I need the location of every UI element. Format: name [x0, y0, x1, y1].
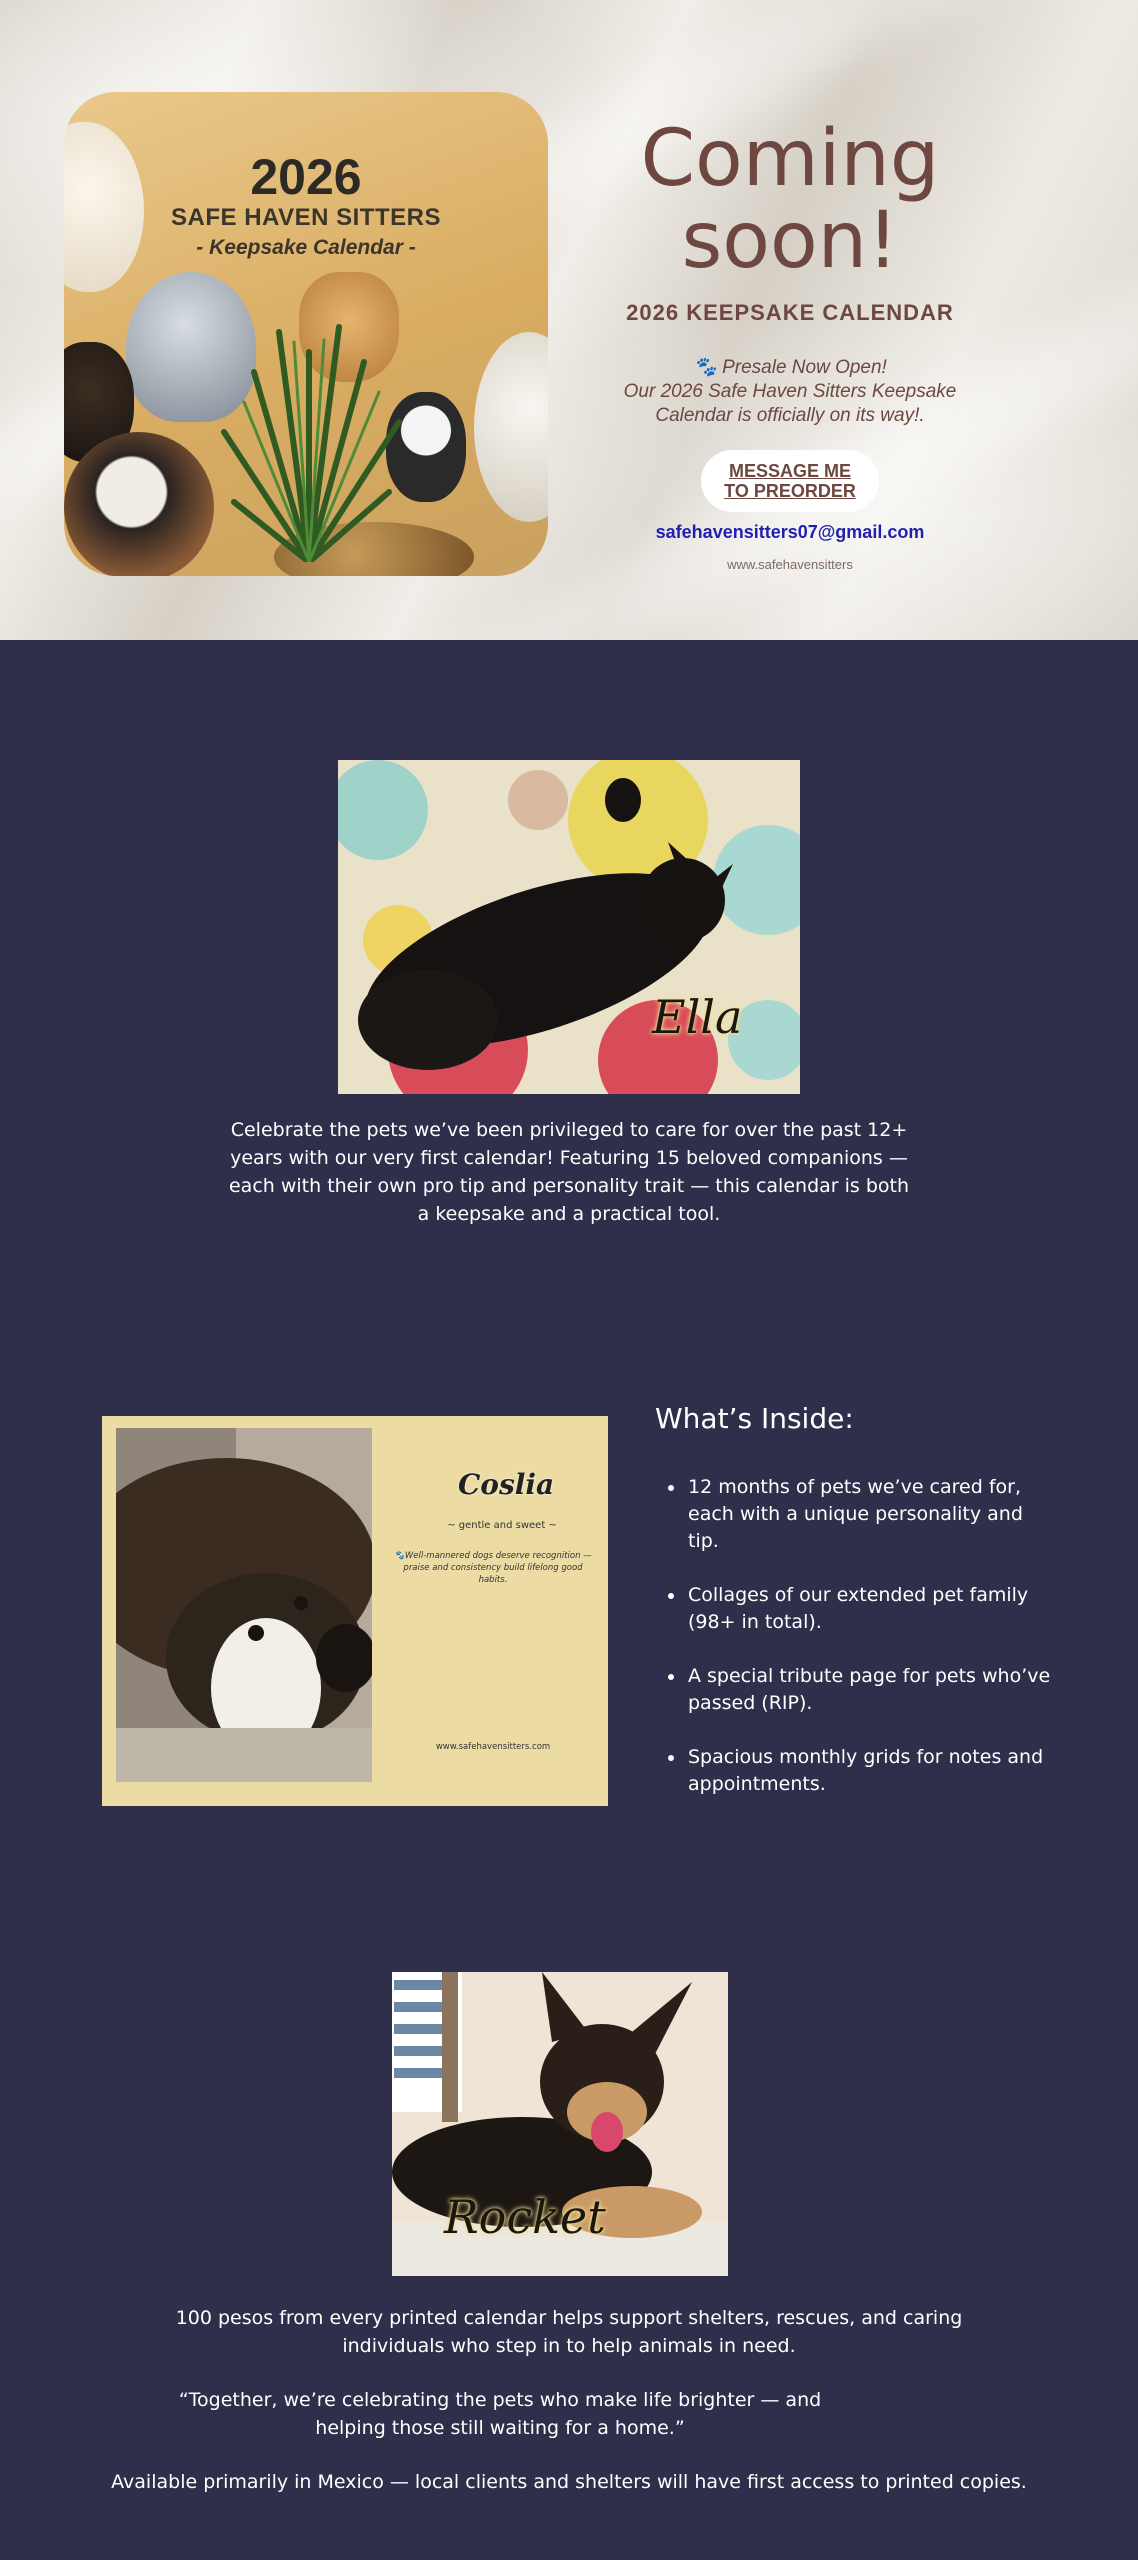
product-kicker: 2026 KEEPSAKE CALENDAR [626, 300, 954, 325]
rocket-name-label: Rocket [444, 2190, 606, 2244]
preorder-button-label: MESSAGE ME [728, 461, 852, 481]
preorder-button-label: TO PREORDER [724, 481, 856, 501]
hero-content [580, 114, 1000, 572]
intro-line: a keepsake and a practical tool. [417, 1203, 721, 1225]
quote-paragraph [130, 2386, 870, 2442]
support-line: individuals who step in to help animals in need. [342, 2335, 796, 2357]
calendar-org: SAFE HAVEN SITTERS [171, 204, 441, 231]
website-text: www.safehavensitters [727, 557, 853, 572]
intro-line: Celebrate the pets we’ve been privileged to care for over the past 12+ [230, 1119, 908, 1141]
presale-text [580, 356, 1000, 428]
list-item: A special tribute page for pets who’ve passed (RIP). [668, 1663, 1058, 1717]
preorder-button[interactable] [701, 450, 879, 512]
calendar-cover-image [64, 92, 548, 576]
headline-line: Coming [640, 114, 940, 204]
support-line: 100 pesos from every printed calendar helps support shelters, rescues, and caring [175, 2307, 963, 2329]
quote-line: helping those still waiting for a home.” [315, 2417, 685, 2439]
list-item: 12 months of pets we’ve cared for, each with a unique personality and tip. [668, 1474, 1058, 1555]
calendar-subtitle: - Keepsake Calendar - [196, 236, 416, 259]
ella-name-label: Ella [652, 990, 743, 1044]
list-item: Spacious monthly grids for notes and appointments. [668, 1744, 1058, 1798]
ella-photo [338, 760, 800, 1094]
intro-paragraph [169, 1116, 969, 1228]
sample-dog-art [116, 1428, 372, 1782]
email-link[interactable]: safehavensitters07@gmail.com [655, 522, 925, 542]
presale-line: 🐾 Presale Now Open! [693, 357, 887, 378]
calendar-year: 2026 [250, 149, 362, 205]
rocket-photo [392, 1972, 728, 2276]
intro-line: years with our very first calendar! Featuring 15 beloved companions — [230, 1147, 908, 1169]
list-item: Collages of our extended pet family (98+ in total). [668, 1582, 1058, 1636]
sample-tip: 🐾Well-mannered dogs deserve recognition — praise and consistency build lifelong good habits. [394, 1551, 592, 1585]
hero-section [0, 0, 1138, 640]
dog-image [474, 332, 548, 522]
headline [580, 114, 1000, 286]
plant-image [214, 312, 404, 562]
quote-line: “Together, we’re celebrating the pets who make life brighter — and [178, 2389, 822, 2411]
sample-trait: ~ gentle and sweet ~ [447, 1520, 557, 1531]
support-paragraph [90, 2304, 1048, 2360]
presale-line: Our 2026 Safe Haven Sitters Keepsake [623, 381, 957, 402]
whats-inside-heading: What’s Inside: [655, 1402, 854, 1435]
sample-calendar-page [102, 1416, 608, 1806]
presale-line: Calendar is officially on its way!. [655, 405, 925, 426]
dog-image [64, 432, 214, 576]
sample-pet-name: Coslia [458, 1468, 555, 1501]
availability-text: Available primarily in Mexico — local clients and shelters will have first access to printed copies. [111, 2471, 1027, 2493]
intro-line: each with their own pro tip and personality trait — this calendar is both [228, 1175, 910, 1197]
headline-line: soon! [681, 196, 899, 286]
whats-inside-list [668, 1474, 1058, 1825]
sample-dog-photo [116, 1428, 372, 1782]
sample-website: www.safehavensitters.com [435, 1742, 551, 1752]
